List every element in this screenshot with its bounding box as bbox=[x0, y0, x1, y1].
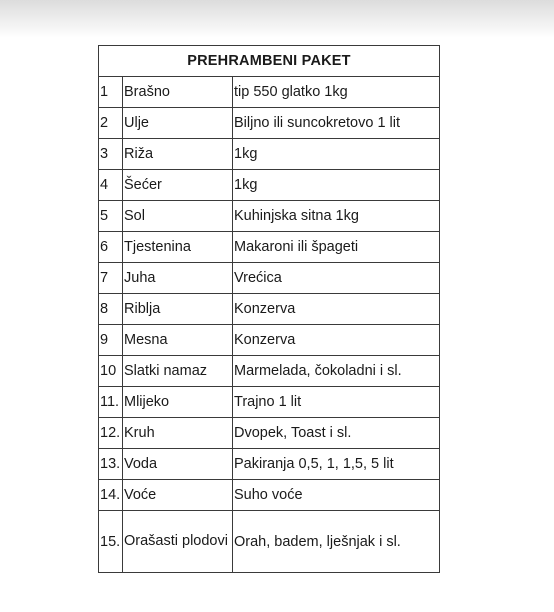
table-row bbox=[99, 356, 440, 387]
item-description: Trajno 1 lit bbox=[233, 387, 440, 418]
row-number: 15. bbox=[99, 511, 123, 573]
row-number: 12. bbox=[99, 418, 123, 449]
table-row bbox=[99, 139, 440, 170]
item-name: Slatki namaz bbox=[123, 356, 233, 387]
row-number: 1 bbox=[99, 77, 123, 108]
item-description: Orah, badem, lješnjak i sl. bbox=[233, 511, 440, 573]
table-row bbox=[99, 294, 440, 325]
item-name: Riblja bbox=[123, 294, 233, 325]
item-description: Konzerva bbox=[233, 294, 440, 325]
row-number: 9 bbox=[99, 325, 123, 356]
row-number: 14. bbox=[99, 480, 123, 511]
table-row bbox=[99, 387, 440, 418]
row-number: 3 bbox=[99, 139, 123, 170]
item-description: 1kg bbox=[233, 170, 440, 201]
item-name: Voda bbox=[123, 449, 233, 480]
row-number: 5 bbox=[99, 201, 123, 232]
top-shadow-band bbox=[0, 0, 554, 38]
table-row bbox=[99, 232, 440, 263]
table-header-row bbox=[99, 46, 440, 77]
item-description: Suho voće bbox=[233, 480, 440, 511]
table-row bbox=[99, 511, 440, 573]
table-row bbox=[99, 170, 440, 201]
item-name: Juha bbox=[123, 263, 233, 294]
row-number: 2 bbox=[99, 108, 123, 139]
item-name: Voće bbox=[123, 480, 233, 511]
item-name: Kruh bbox=[123, 418, 233, 449]
item-name: Ulje bbox=[123, 108, 233, 139]
item-description: Dvopek, Toast i sl. bbox=[233, 418, 440, 449]
table-row bbox=[99, 449, 440, 480]
table-row bbox=[99, 263, 440, 294]
item-name: Tjestenina bbox=[123, 232, 233, 263]
item-description: Biljno ili suncokretovo 1 lit bbox=[233, 108, 440, 139]
item-name: Mesna bbox=[123, 325, 233, 356]
row-number: 8 bbox=[99, 294, 123, 325]
item-name: Brašno bbox=[123, 77, 233, 108]
item-name: Riža bbox=[123, 139, 233, 170]
table-row bbox=[99, 325, 440, 356]
row-number: 4 bbox=[99, 170, 123, 201]
item-description: Makaroni ili špageti bbox=[233, 232, 440, 263]
table-row bbox=[99, 418, 440, 449]
item-name: Orašasti plodovi bbox=[123, 511, 233, 573]
row-number: 10 bbox=[99, 356, 123, 387]
item-description: tip 550 glatko 1kg bbox=[233, 77, 440, 108]
row-number: 13. bbox=[99, 449, 123, 480]
table-row bbox=[99, 201, 440, 232]
item-description: Konzerva bbox=[233, 325, 440, 356]
table-row bbox=[99, 480, 440, 511]
item-description: Kuhinjska sitna 1kg bbox=[233, 201, 440, 232]
table-title: PREHRAMBENI PAKET bbox=[99, 46, 440, 77]
item-description: Vrećica bbox=[233, 263, 440, 294]
item-description: 1kg bbox=[233, 139, 440, 170]
item-name: Šećer bbox=[123, 170, 233, 201]
item-description: Marmelada, čokoladni i sl. bbox=[233, 356, 440, 387]
row-number: 7 bbox=[99, 263, 123, 294]
row-number: 11. bbox=[99, 387, 123, 418]
table-row bbox=[99, 77, 440, 108]
food-package-table bbox=[98, 45, 440, 573]
item-name: Mlijeko bbox=[123, 387, 233, 418]
row-number: 6 bbox=[99, 232, 123, 263]
item-description: Pakiranja 0,5, 1, 1,5, 5 lit bbox=[233, 449, 440, 480]
item-name: Sol bbox=[123, 201, 233, 232]
table-row bbox=[99, 108, 440, 139]
